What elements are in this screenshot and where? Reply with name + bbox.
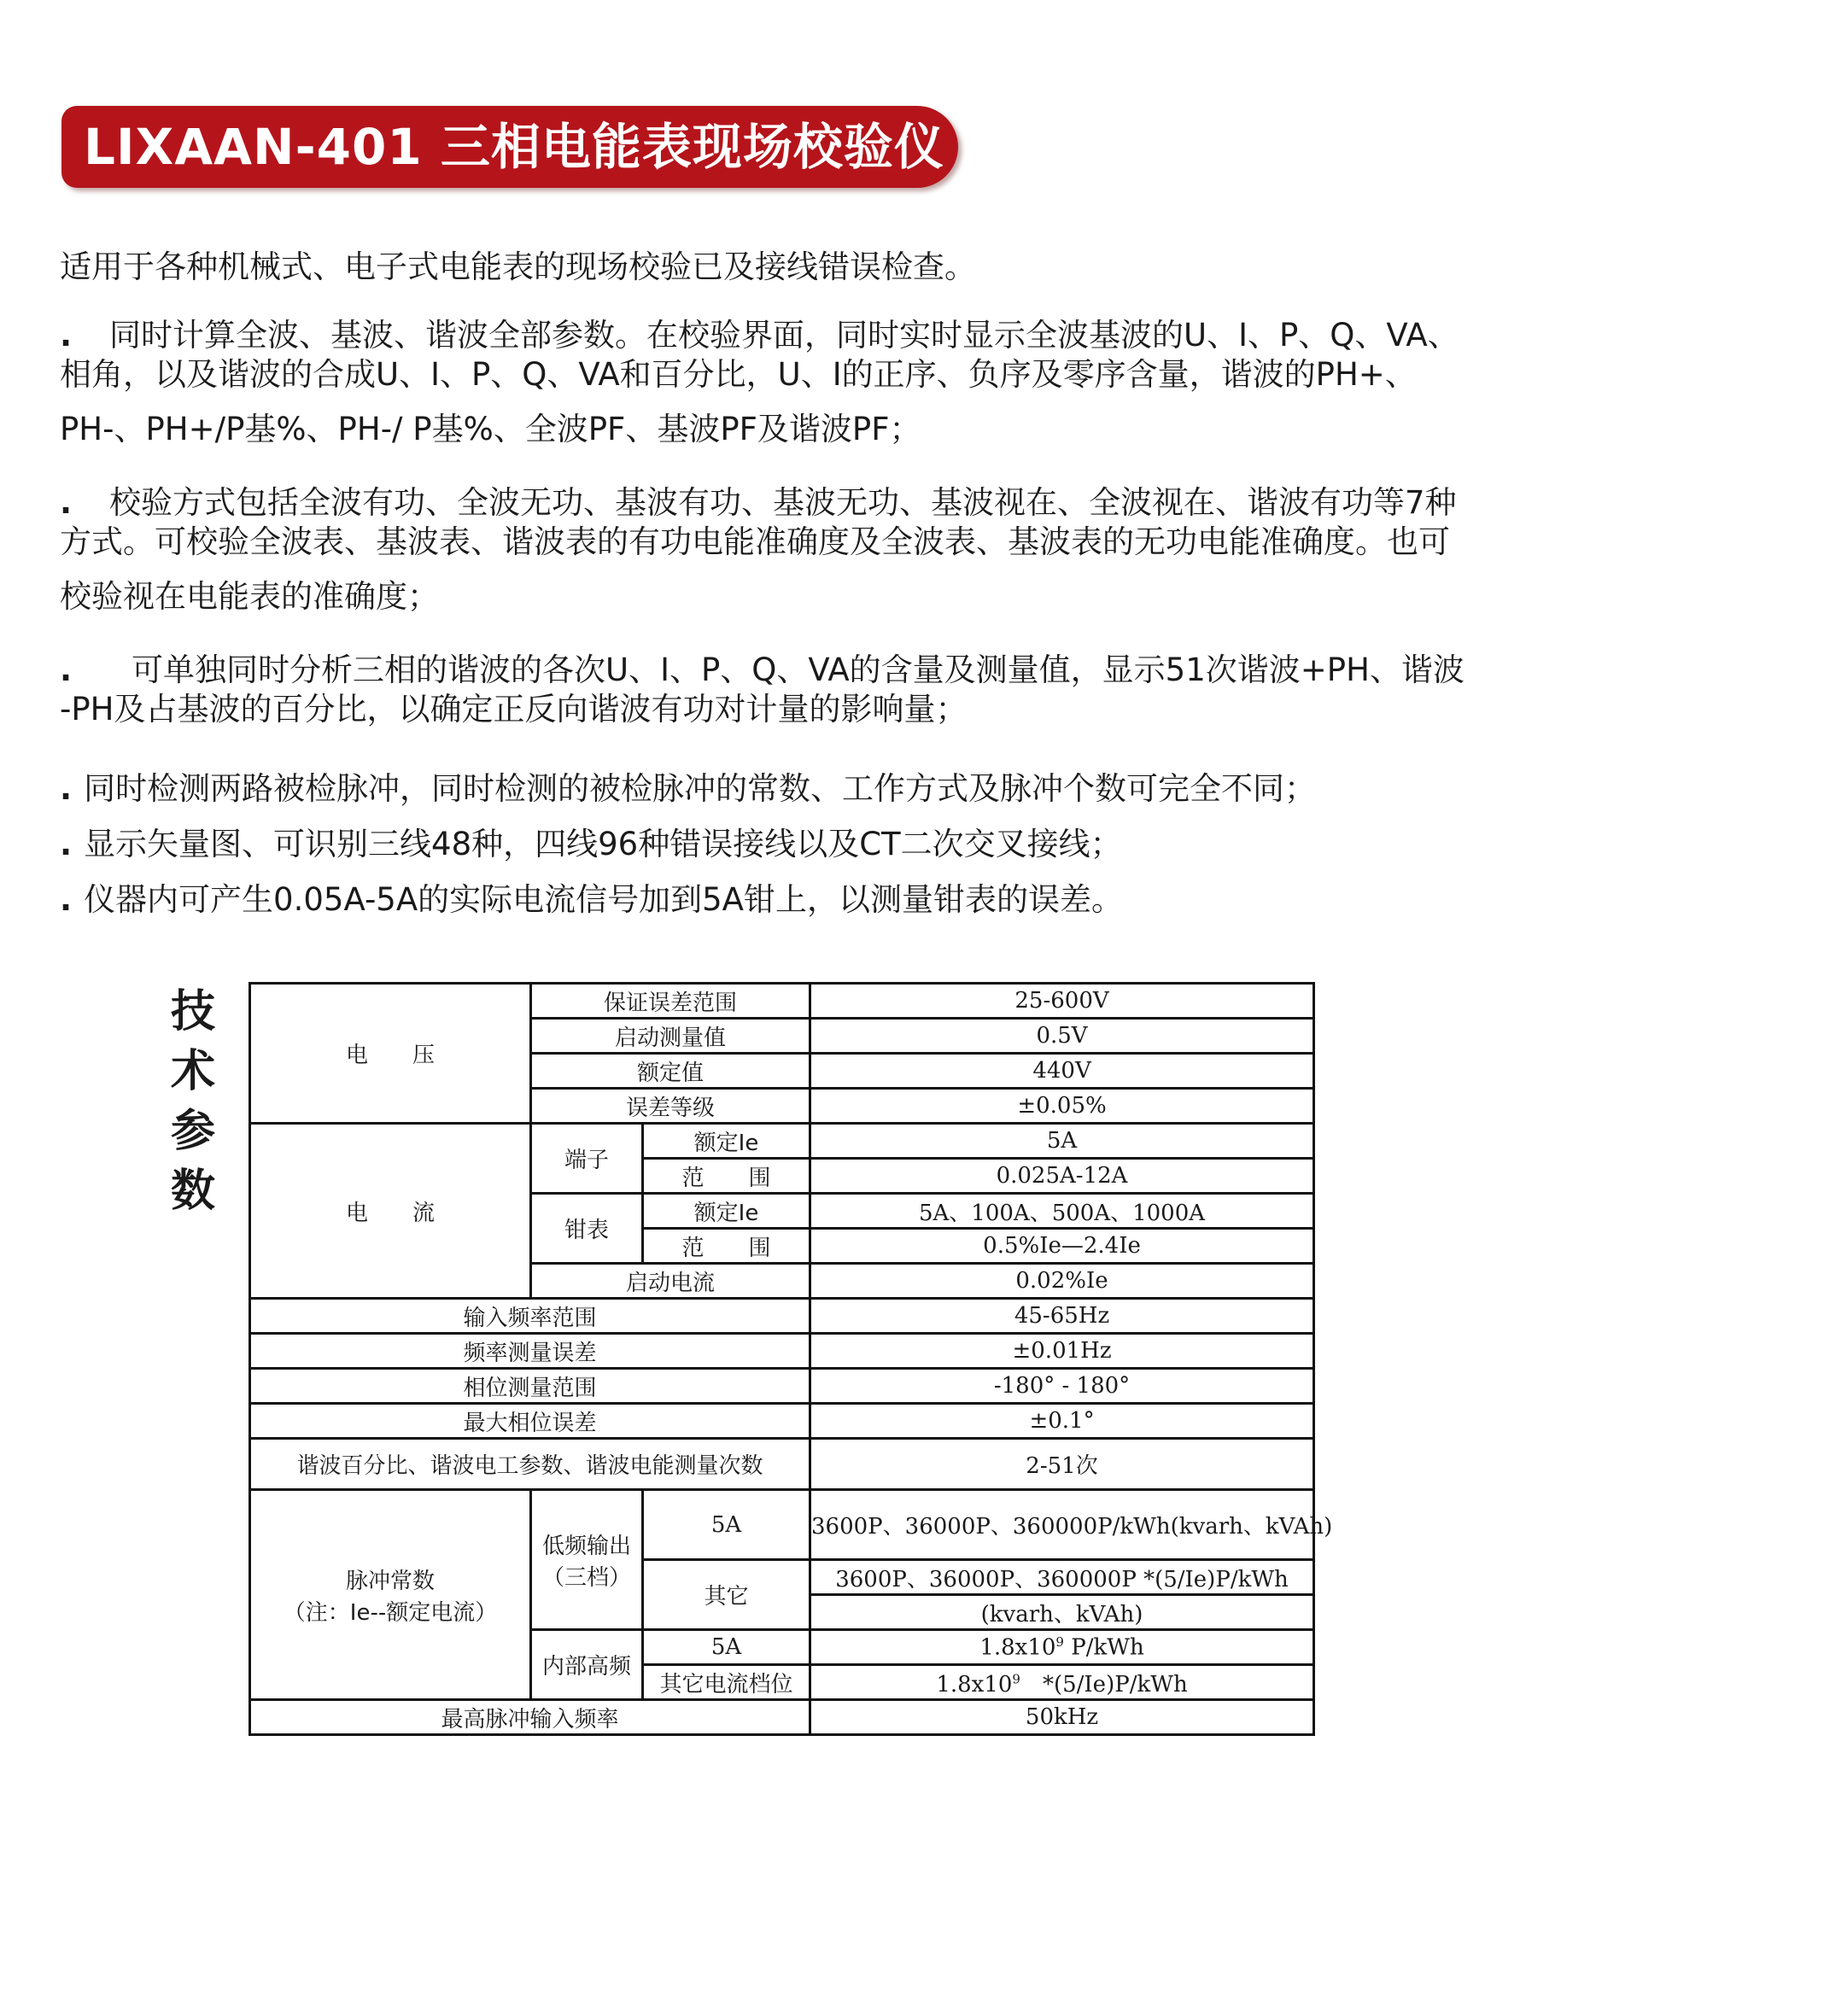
page-title: LIXAAN-401 三相电能表现场校验仪 [84,118,944,176]
low-freq-label-line: （三档） [541,1564,631,1591]
feature-paragraph-2 [60,483,1511,616]
feature-paragraph-3 [60,651,1511,729]
param-cell: 谐波百分比、谐波电工参数、谐波电能测量次数 [250,1439,810,1490]
low-freq-label [531,1490,643,1630]
feature-line: 方式。可校验全波表、基波表、谐波表的有功电能准确度及全波表、基波表的无功电能准确度。也可 [60,523,1450,560]
pulse-label-text: 脉冲常数 [345,1568,435,1594]
table-row [250,1334,1314,1369]
table-row [250,1404,1314,1439]
intro-text: 适用于各种机械式、电子式电能表的现场校验已及接线错误检查。 [60,248,976,285]
bullet: . [60,881,73,918]
short-feature-text: 同时检测两路被检脉冲，同时检测的被检脉冲的常数、工作方式及脉冲个数可完全不同； [84,770,1317,807]
bullet: . [60,317,73,354]
value-unit: P/kWh [1063,1634,1144,1661]
value-cell: 0.5%Ie—2.4Ie [810,1229,1314,1264]
param-cell: 范 围 [643,1159,810,1194]
value-base: 1.8x10 [936,1671,1013,1698]
pulse-label [250,1490,531,1700]
table-row [250,984,1314,1019]
param-cell: 5A [643,1630,810,1665]
param-cell: 其它电流档位 [643,1665,810,1700]
short-feature [60,874,1123,920]
param-cell: 其它 [643,1560,810,1630]
bullet: . [60,484,73,521]
param-cell: 最大相位误差 [250,1404,810,1439]
value-base: 1.8x10 [979,1634,1056,1661]
value-cell: 0.5V [810,1019,1314,1054]
short-feature [60,763,1316,809]
value-exponent: 9 [1012,1670,1020,1686]
value-exponent: 9 [1055,1633,1064,1650]
value-cell [810,1630,1314,1665]
title-banner [61,106,958,188]
bullet: . [60,652,73,688]
voltage-label: 电 压 [250,984,531,1124]
value-cell: 0.02%Ie [810,1264,1314,1299]
short-feature-text: 仪器内可产生0.05A-5A的实际电流信号加到5A钳上，以测量钳表的误差。 [84,881,1123,918]
value-cell: 3600P、36000P、360000P *(5/Ie)P/kWh [810,1560,1314,1595]
table-row [250,1490,1314,1560]
low-freq-label-line: 低频输出 [541,1533,631,1559]
table-row [250,1700,1314,1735]
short-feature [60,818,1122,864]
param-cell: 额定值 [531,1054,810,1089]
spec-title-char: 术 [170,1046,215,1097]
spec-section-title [167,982,219,1221]
table-row [250,1299,1314,1334]
spec-title-char: 技 [170,986,215,1037]
pulse-note: （注：Ie--额定电流） [283,1599,498,1626]
feature-line: 校验方式包括全波有功、全波无功、基波有功、基波无功、基波视在、全波视在、谐波有功等7种 [109,484,1457,521]
param-cell: 相位测量范围 [250,1369,810,1404]
value-cell [810,1665,1314,1700]
value-cell: ±0.1° [810,1404,1314,1439]
table-row [250,1439,1314,1490]
table-row [250,1124,1314,1159]
value-cell: (kvarh、kVAh) [810,1595,1314,1630]
param-cell: 额定Ie [643,1124,810,1159]
value-unit: *(5/Ie)P/kWh [1020,1671,1188,1698]
param-cell: 启动电流 [531,1264,810,1299]
param-cell: 最高脉冲输入频率 [250,1700,810,1735]
value-cell: 2-51次 [810,1439,1314,1490]
current-label: 电 流 [250,1124,531,1299]
param-cell: 启动测量值 [531,1019,810,1054]
feature-line: 相角，以及谐波的合成U、I、P、Q、VA和百分比，U、I的正序、负序及零序含量，谐波的PH+、 [60,356,1417,393]
param-cell: 保证误差范围 [531,984,810,1019]
value-cell: 440V [810,1054,1314,1089]
feature-line: 校验视在电能表的准确度； [60,578,439,615]
clamp-label: 钳表 [531,1194,643,1264]
value-cell: 50kHz [810,1700,1314,1735]
param-cell: 额定Ie [643,1194,810,1229]
bullet: . [60,826,73,862]
param-cell: 输入频率范围 [250,1299,810,1334]
short-feature-text: 显示矢量图、可识别三线48种，四线96种错误接线以及CT二次交叉接线； [84,826,1122,862]
value-cell: ±0.01Hz [810,1334,1314,1369]
spec-title-char: 数 [170,1166,215,1217]
param-cell: 频率测量误差 [250,1334,810,1369]
feature-paragraph-1 [60,316,1511,449]
feature-line: 同时计算全波、基波、谐波全部参数。在校验界面，同时实时显示全波基波的U、I、P、Q、VA、 [109,317,1459,354]
value-cell: 5A [810,1124,1314,1159]
feature-line: -PH及占基波的百分比，以确定正反向谐波有功对计量的影响量； [60,691,968,728]
value-cell: 25-600V [810,984,1314,1019]
bullet: . [60,770,73,807]
value-cell: 5A、100A、500A、1000A [810,1194,1314,1229]
feature-line: PH-、PH+/P基%、PH-/ P基%、全波PF、基波PF及谐波PF； [60,411,921,447]
terminal-label: 端子 [531,1124,643,1194]
table-row [250,1369,1314,1404]
value-cell: 0.025A-12A [810,1159,1314,1194]
value-cell: 3600P、36000P、360000P/kWh(kvarh、kVAh) [810,1490,1314,1560]
high-freq-label: 内部高频 [531,1630,643,1700]
value-cell: -180° - 180° [810,1369,1314,1404]
param-cell: 误差等级 [531,1089,810,1124]
param-cell: 5A [643,1490,810,1560]
spec-title-char: 参 [170,1106,215,1157]
param-cell: 范 围 [643,1229,810,1264]
feature-line: 可单独同时分析三相的谐波的各次U、I、P、Q、VA的含量及测量值，显示51次谐波+PH、谐波 [132,652,1465,688]
value-cell: ±0.05% [810,1089,1314,1124]
spec-table [248,982,1333,1736]
value-cell: 45-65Hz [810,1299,1314,1334]
